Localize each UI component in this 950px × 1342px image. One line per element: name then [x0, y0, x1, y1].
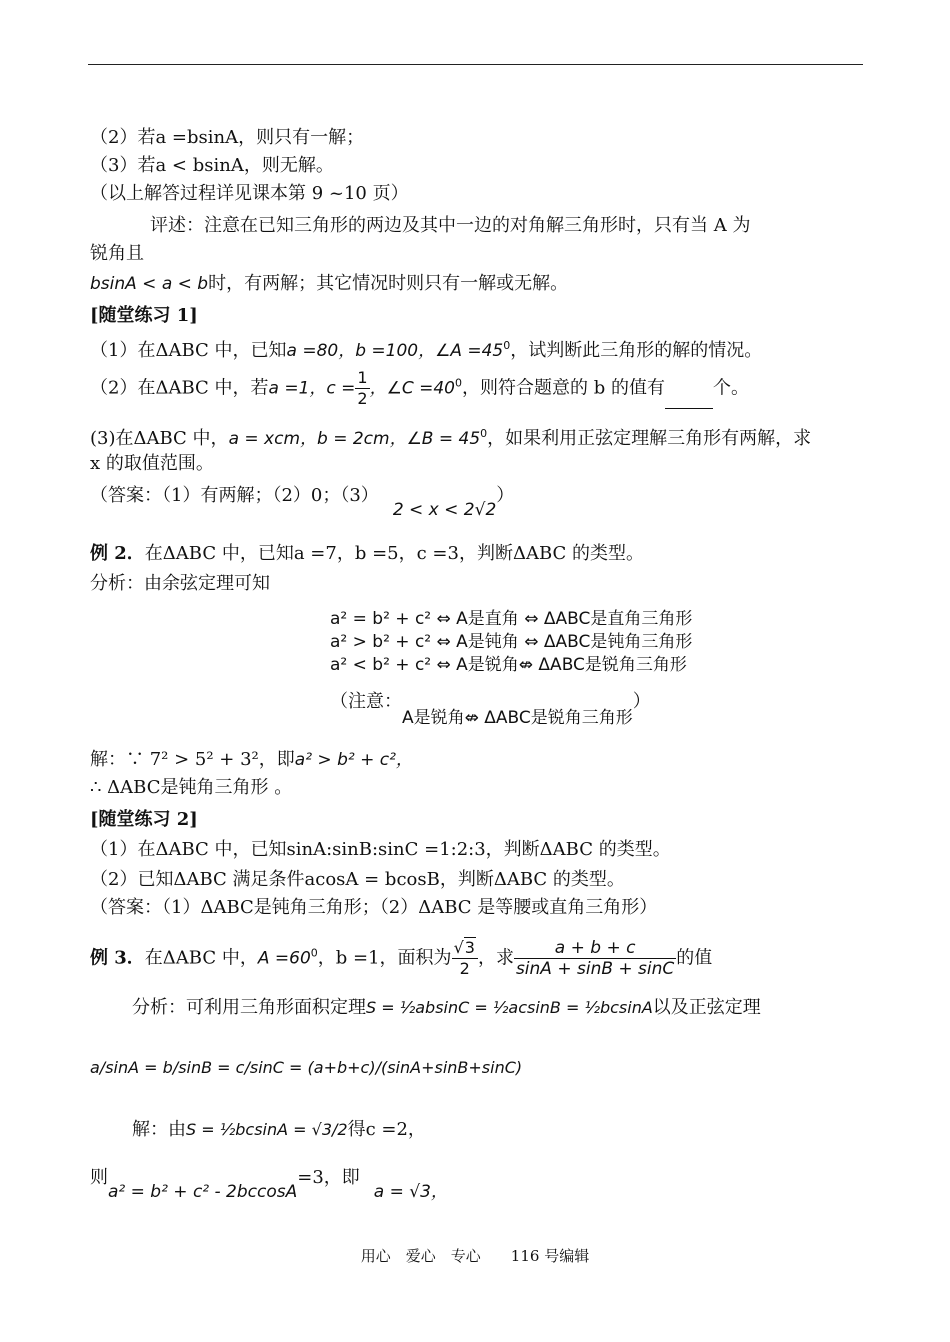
text-line — [330, 690, 651, 728]
text: (3)在ΔABC 中， — [90, 428, 229, 449]
text-line: （1）在ΔABC 中，已知sinA:sinB:sinC =1:2:3，判断ΔABC 的类型。 — [90, 839, 671, 860]
text-line: 例 3．在ΔABC 中，$A =60^0$，b =1，面积为 $\frac{√3}{2}$ ，求 $\frac{a + b + c}{\sin A + \sin B + \sin C}$ 的值 — [90, 938, 713, 979]
text: 则 — [90, 1167, 108, 1188]
text: 得c =2， — [347, 1119, 426, 1140]
fraction: $\frac{1}{2}$ — [357, 368, 368, 408]
math: bsinA < a < b — [90, 274, 209, 294]
text-line: （3）若a < bsinA，则无解。 — [90, 155, 334, 176]
text: =3，即 — [297, 1167, 360, 1188]
text: 在ΔABC 中，已知a =7，b =5，c =3，判断ΔABC 的类型。 — [144, 543, 645, 564]
title: [随堂练习 2] — [90, 809, 198, 830]
math: S = ½absinC = ½acsinB = ½bcsinA — [366, 998, 653, 1017]
text: 个。 — [712, 377, 749, 399]
text-line — [90, 484, 515, 520]
text-line: （2）在ΔABC 中，若a =1，c = $\frac{1}{2}$ ，∠C $=40^0$，则符合题意的 b 的值有 个。 — [90, 368, 749, 408]
math: a =80，b =100，∠A =45 — [286, 341, 504, 361]
text: （1）在ΔABC 中，已知 — [90, 340, 287, 361]
math-line — [90, 1056, 522, 1080]
section-title — [90, 808, 198, 832]
math: a² = b² + c² - 2bccosA — [108, 1182, 298, 1202]
text-line: （2）若a =bsinA，则只有一解； — [90, 127, 365, 148]
text-line — [90, 748, 413, 772]
header-rule — [88, 64, 863, 65]
page-footer: 用心 爱心 专心 116 号编辑 — [360, 1247, 590, 1265]
math-line: a² > b² + c² ⇔ A是钝角 ⇔ ΔABC是钝角三角形 — [330, 632, 693, 652]
text: 的值 — [676, 947, 713, 969]
text: 分析：可利用三角形面积定理 — [132, 997, 366, 1018]
math: a = √3， — [373, 1182, 448, 1202]
text: ） — [632, 691, 651, 712]
fraction: $\frac{√3}{2}$ — [452, 938, 478, 979]
text-line: (3)在ΔABC 中，a = xcm，b = 2cm，∠B = $45^0$，如果利用正弦定理解三角形有两解，求 — [90, 427, 812, 449]
text-line: 分析：由余弦定理可知 — [90, 573, 270, 594]
text-line: ∴ ΔABC是钝角三角形 。 — [90, 777, 293, 798]
text-line: （以上解答过程详见课本第 9 ~10 页） — [90, 183, 409, 204]
text-line — [90, 272, 568, 296]
text: ，求 — [477, 947, 514, 969]
math: ，∠C =40 — [369, 378, 455, 399]
text-line — [90, 1166, 448, 1202]
text: （2）在ΔABC 中，若 — [90, 377, 269, 399]
text: （注意： — [330, 691, 402, 712]
text-line — [90, 542, 644, 566]
text: 解：由 — [132, 1119, 186, 1140]
math: A =60 — [257, 948, 311, 969]
answer-blank — [665, 390, 713, 409]
title: [随堂练习 1] — [90, 305, 198, 326]
text: （答案：（1）有两解；（2）0；（3） — [90, 485, 379, 506]
section-title — [90, 304, 198, 328]
text-line — [132, 1118, 426, 1142]
text: ） — [496, 485, 515, 506]
text-line: 锐角且 — [90, 243, 144, 264]
math: a = xcm，b = 2cm，∠B = 45 — [228, 429, 481, 449]
text-line: （答案：（1）ΔABC是钝角三角形；（2）ΔABC 是等腰或直角三角形） — [90, 897, 658, 918]
math: a =1，c = — [268, 378, 356, 399]
text: ，如果利用正弦定理解三角形有两解，求 — [487, 428, 812, 449]
math-line: a² = b² + c² ⇔ A是直角 ⇔ ΔABC是直角三角形 — [330, 609, 693, 629]
math: 2 < x < 2√2 — [392, 500, 497, 520]
math: S = ½bcsinA = √3/2 — [186, 1120, 348, 1139]
text-line: x 的取值范围。 — [90, 453, 214, 474]
text-line: （2）已知ΔABC 满足条件acosA = bcosB，判断ΔABC 的类型。 — [90, 869, 625, 890]
math: a² > b² + c²， — [294, 750, 413, 770]
text: ，b =1，面积为 — [317, 947, 452, 969]
text: ，试判断此三角形的解的情况。 — [510, 340, 763, 361]
title: 例 2． — [90, 543, 145, 564]
text: 以及正弦定理 — [652, 997, 761, 1018]
title: 例 3． — [90, 947, 145, 969]
text: 在ΔABC 中， — [144, 947, 258, 969]
text: ，则符合题意的 b 的值有 — [461, 377, 665, 399]
text-line: （1）在ΔABC 中，已知a =80，b =100，∠A $=45^0$，试判断此三角形的解的情况。 — [90, 339, 763, 361]
math: A是锐角⇎ ΔABC是锐角三角形 — [402, 708, 633, 728]
fraction: $\frac{a + b + c}{\sin A + \sin B + \sin C}$ — [515, 938, 675, 979]
text-line: 评述：注意在已知三角形的两边及其中一边的对角解三角形时，只有当 A 为 — [150, 215, 751, 236]
text: 解：∵ 7² > 5² + 3²，即 — [90, 749, 295, 770]
text-line — [132, 996, 761, 1020]
math-line: a² < b² + c² ⇔ A是锐角⇎ ΔABC是锐角三角形 — [330, 655, 687, 675]
text: 时，有两解；其它情况时则只有一解或无解。 — [208, 273, 569, 294]
math: a/sinA = b/sinB = c/sinC = (a+b+c)/(sinA+sinB+sinC) — [90, 1058, 523, 1077]
